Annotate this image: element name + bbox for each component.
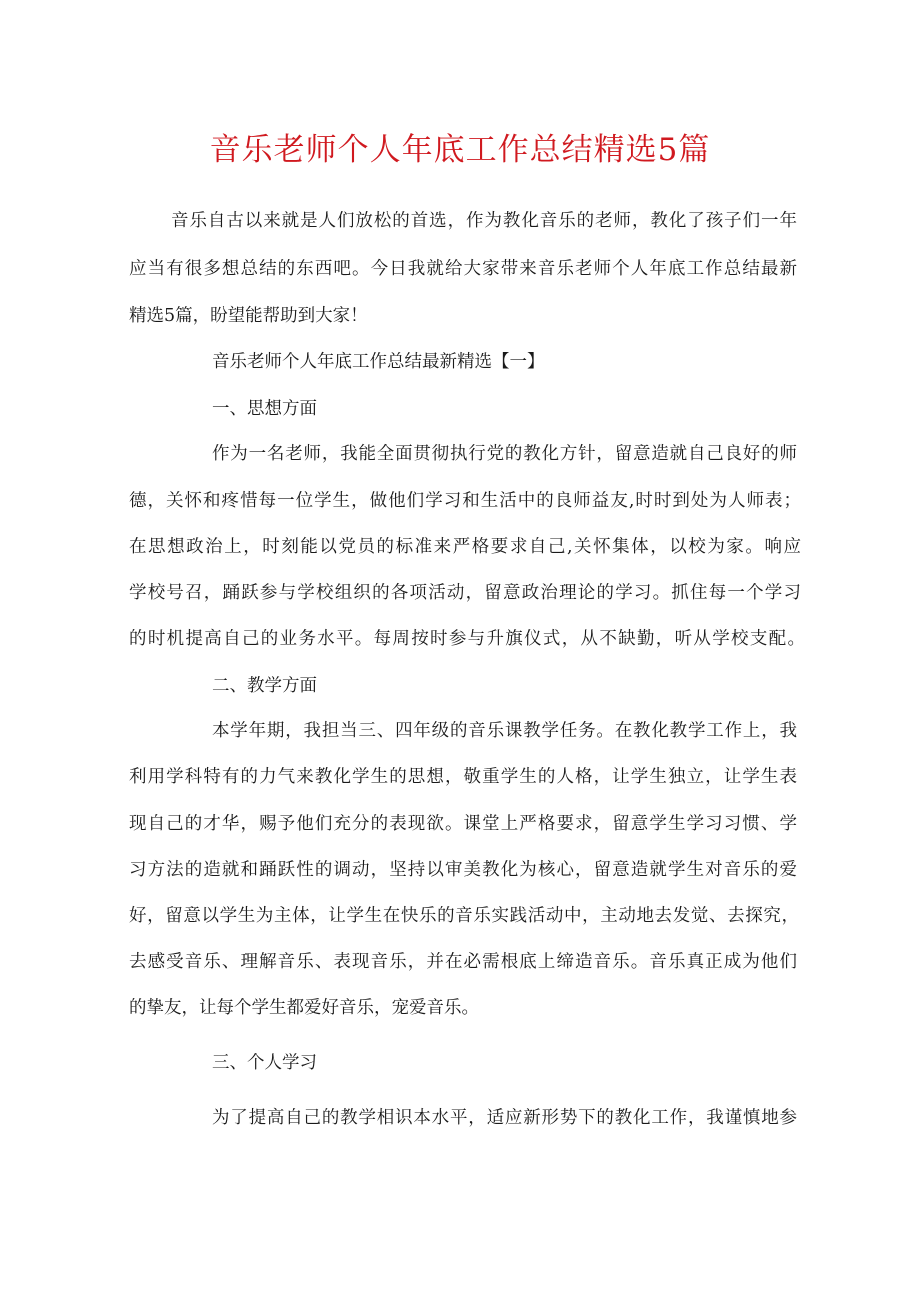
part2-line-6: 去感受音乐、理解音乐、表现音乐，并在必需根底上缔造音乐。音乐真正成为他们: [129, 952, 797, 972]
part1-line-3: 在思想政治上，时刻能以党员的标准来严格要求自己,关怀集体，以校为家。响应: [129, 537, 801, 557]
document-title: 音乐老师个人年底工作总结精选5篇: [209, 132, 711, 168]
part1-line-2: 德，关怀和疼惜每一位学生，做他们学习和生活中的良师益友,时时到处为人师表；: [129, 491, 801, 511]
part2-line-7: 的挚友，让每个学生都爱好音乐，宠爱音乐。: [129, 998, 479, 1018]
part1-heading: 一、思想方面: [212, 399, 317, 419]
part1-line-4: 学校号召，踊跃参与学校组织的各项活动，留意政治理论的学习。抓住每一个学习: [129, 583, 801, 603]
part2-line-2: 利用学科特有的力气来教化学生的思想，敬重学生的人格，让学生独立，让学生表: [129, 767, 797, 787]
part1-line-5: 的时机提高自己的业务水平。每周按时参与升旗仪式，从不缺勤，听从学校支配。: [129, 629, 805, 649]
part1-line-1: 作为一名老师，我能全面贯彻执行党的教化方针，留意造就自己良好的师: [212, 444, 797, 464]
part2-line-4: 习方法的造就和踊跃性的调动，坚持以审美教化为核心，留意造就学生对音乐的爱: [129, 860, 797, 880]
intro-line-1: 音乐自古以来就是人们放松的首选，作为教化音乐的老师，教化了孩子们一年: [171, 211, 797, 231]
part3-heading: 三、个人学习: [212, 1053, 317, 1073]
part2-line-5: 好，留意以学生为主体，让学生在快乐的音乐实践活动中，主动地去发觉、去探究，: [129, 906, 799, 926]
section-heading: 音乐老师个人年底工作总结最新精选【一】: [212, 352, 545, 372]
intro-line-2: 应当有很多想总结的东西吧。今日我就给大家带来音乐老师个人年底工作总结最新: [129, 259, 797, 279]
intro-line-3: 精选5篇，盼望能帮助到大家！: [129, 306, 368, 326]
part2-line-3: 现自己的才华，赐予他们充分的表现欲。课堂上严格要求，留意学生学习习惯、学: [129, 814, 797, 834]
part2-heading: 二、教学方面: [212, 676, 317, 696]
part3-line-1: 为了提高自己的教学相识本水平，适应新形势下的教化工作，我谨慎地参: [212, 1108, 797, 1128]
part2-line-1: 本学年期，我担当三、四年级的音乐课教学任务。在教化教学工作上，我: [212, 721, 797, 741]
